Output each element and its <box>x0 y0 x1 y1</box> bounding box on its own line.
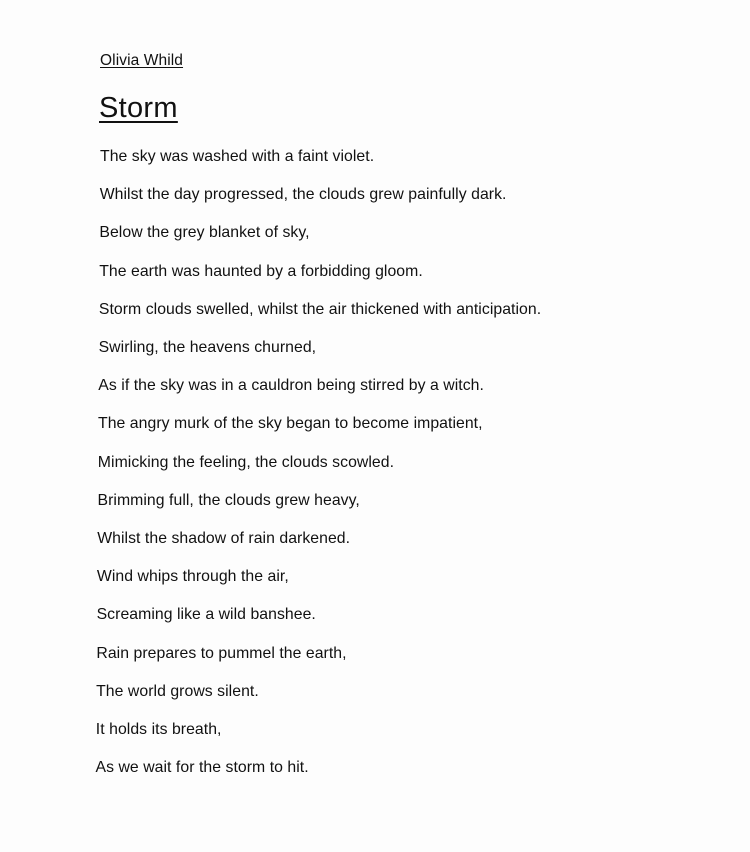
poem-line: It holds its breath, <box>95 721 222 738</box>
poem-line: Storm clouds swelled, whilst the air thickened with anticipation. <box>98 300 542 318</box>
poem-line: Below the grey blanket of sky, <box>99 224 310 242</box>
poem-line: As we wait for the storm to hit. <box>95 759 309 777</box>
author-name: Olivia Whild <box>100 52 184 69</box>
poem-line: Swirling, the heavens churned, <box>98 339 317 356</box>
poem-line: The angry murk of the sky began to become impatient, <box>98 415 483 433</box>
poem-line: Wind whips through the air, <box>96 568 289 586</box>
poem-line: Screaming like a wild banshee. <box>96 606 316 624</box>
poem-line: The earth was haunted by a forbidding gloom. <box>99 262 423 280</box>
poem-title: Storm <box>99 92 178 124</box>
poem-line: Whilst the day progressed, the clouds grew painfully dark. <box>99 186 507 204</box>
poem-line: As if the sky was in a cauldron being stirred by a witch. <box>98 377 484 395</box>
poem-line: Brimming full, the clouds grew heavy, <box>97 491 360 509</box>
poem-line: The world grows silent. <box>96 682 259 700</box>
poem-line: Whilst the shadow of rain darkened. <box>97 530 351 547</box>
poem-line: Mimicking the feeling, the clouds scowled. <box>97 453 395 471</box>
poem-line: Rain prepares to pummel the earth, <box>96 644 347 662</box>
poem-line: The sky was washed with a faint violet. <box>100 148 375 165</box>
